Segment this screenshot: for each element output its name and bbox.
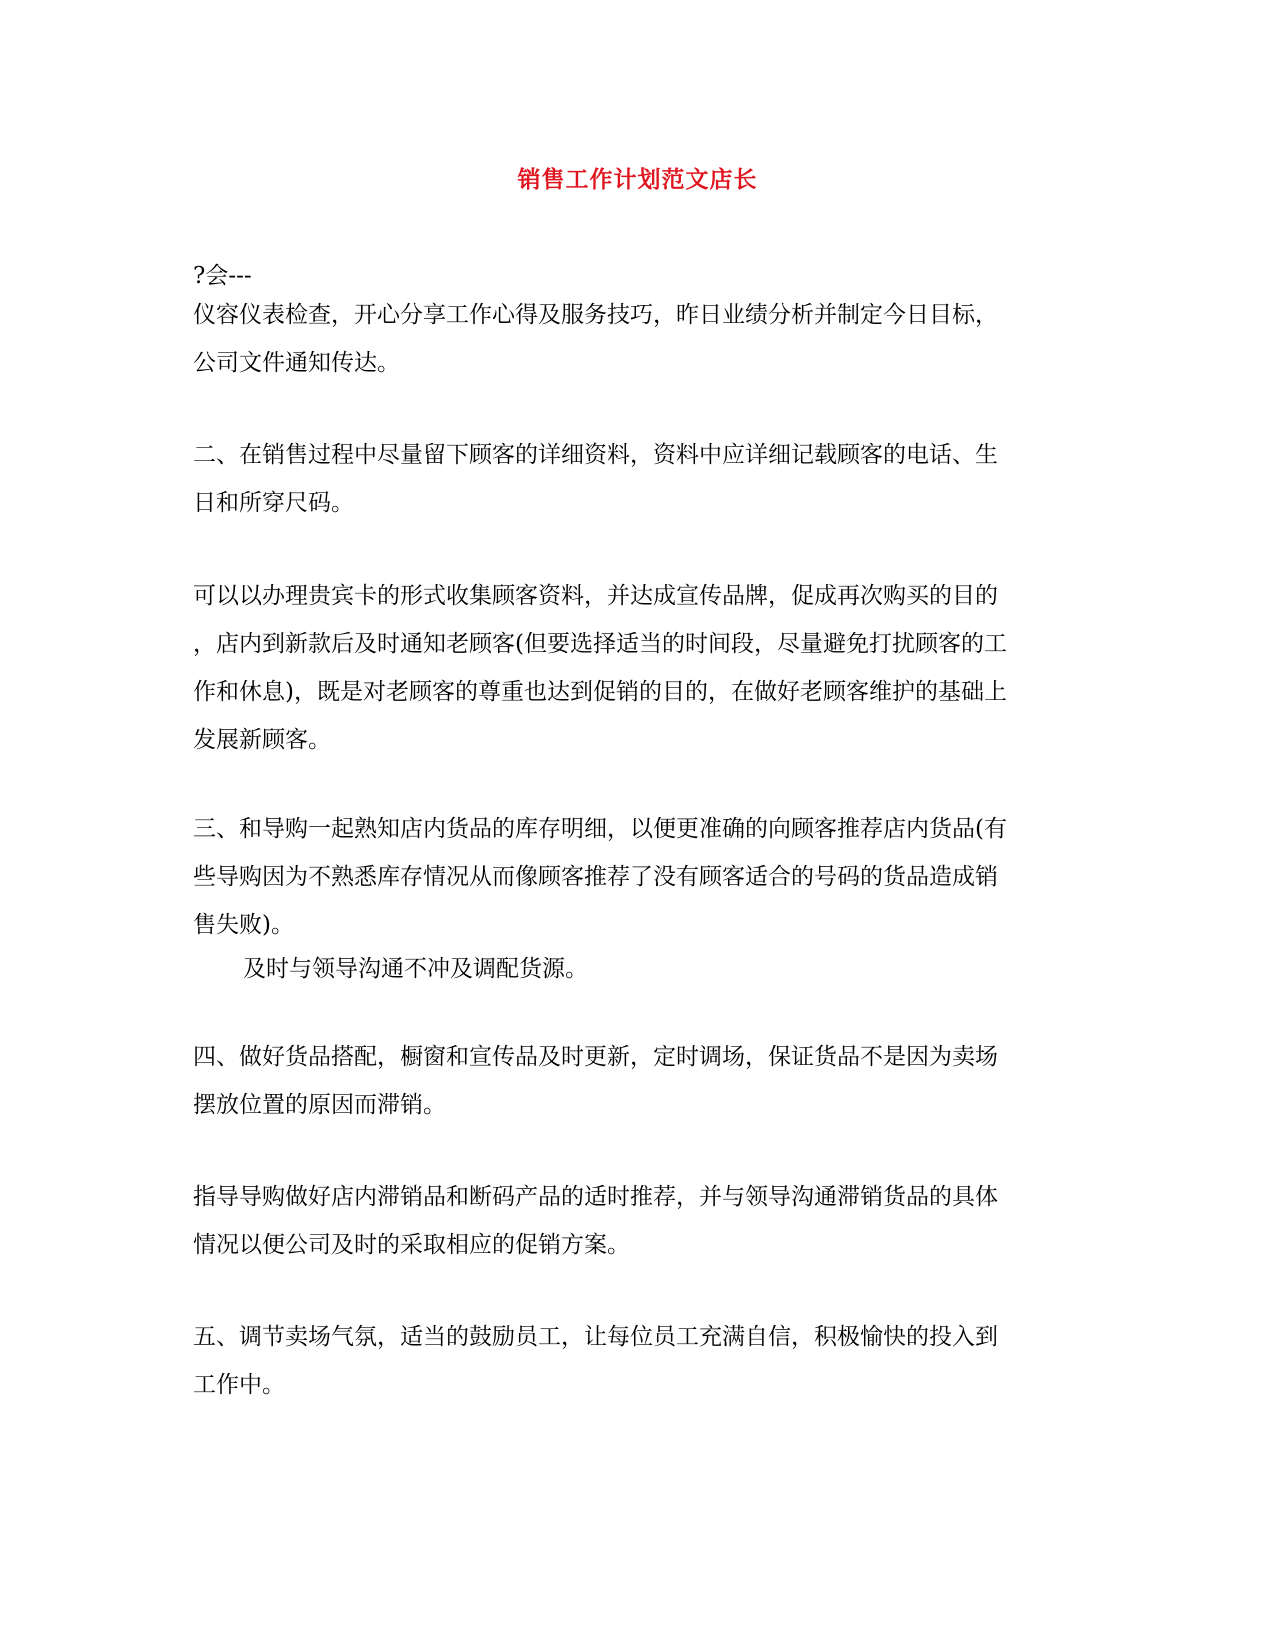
text-line: 四、做好货品搭配，橱窗和宣传品及时更新，定时调场，保证货品不是因为卖场 xyxy=(193,1044,998,1070)
text-line: 摆放位置的原因而滞销。 xyxy=(193,1092,446,1118)
text-line: 些导购因为不熟悉库存情况从而像顾客推荐了没有顾客适合的号码的货品造成销 xyxy=(193,864,998,890)
text-line: 仪容仪表检查，开心分享工作心得及服务技巧，昨日业绩分析并制定今日目标， xyxy=(193,302,998,328)
paragraph-guidance xyxy=(193,1173,1083,1269)
text-line: 五、调节卖场气氛，适当的鼓励员工，让每位员工充满自信，积极愉快的投入到 xyxy=(193,1324,998,1350)
paragraph-section-three xyxy=(193,805,1083,949)
text-line: 及时与领导沟通不冲及调配货源。 xyxy=(243,956,588,982)
document-title: 销售工作计划范文店长 xyxy=(517,166,758,193)
text-line: 作和休息)，既是对老顾客的尊重也达到促销的目的，在做好老顾客维护的基础上 xyxy=(193,679,1007,705)
text-line: 发展新顾客。 xyxy=(193,727,331,753)
paragraph-vip-card xyxy=(193,572,1083,764)
text-line: 日和所穿尺码。 xyxy=(193,490,354,516)
text-line: 公司文件通知传达。 xyxy=(193,350,400,376)
paragraph-section-five xyxy=(193,1313,1083,1409)
paragraph-communication xyxy=(193,945,1083,993)
text-line: ?会--- xyxy=(193,263,252,289)
text-line: 工作中。 xyxy=(193,1372,285,1398)
text-line: 售失败)。 xyxy=(193,912,294,938)
text-line: 三、和导购一起熟知店内货品的库存明细，以便更准确的向顾客推荐店内货品(有 xyxy=(193,816,1007,842)
paragraph-section-two xyxy=(193,431,1083,527)
text-line: 指导导购做好店内滞销品和断码产品的适时推荐，并与领导沟通滞销货品的具体 xyxy=(193,1184,998,1210)
paragraph-section-four xyxy=(193,1033,1083,1129)
paragraph-meeting-content xyxy=(193,291,1083,387)
text-line: ，店内到新款后及时通知老顾客(但要选择适当的时间段，尽量避免打扰顾客的工 xyxy=(193,631,1007,657)
text-line: 二、在销售过程中尽量留下顾客的详细资料，资料中应详细记载顾客的电话、生 xyxy=(193,442,998,468)
text-line: 可以以办理贵宾卡的形式收集顾客资料，并达成宣传品牌，促成再次购买的目的 xyxy=(193,583,998,609)
text-line: 情况以便公司及时的采取相应的促销方案。 xyxy=(193,1232,630,1258)
